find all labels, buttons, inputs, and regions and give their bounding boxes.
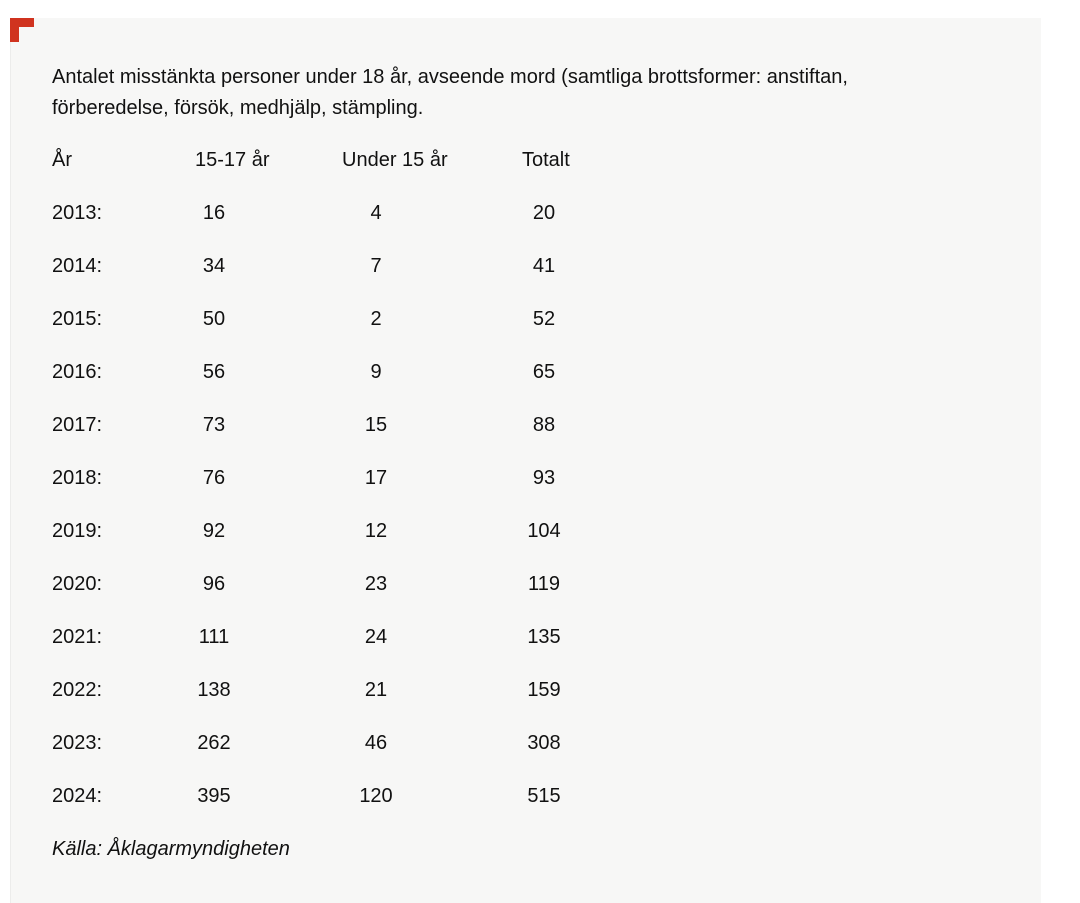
header-total: Totalt — [522, 149, 570, 171]
cell-total: 515 — [527, 785, 561, 807]
table-row — [52, 783, 752, 809]
cell-total: 308 — [527, 732, 561, 754]
cell-year: 2018: — [52, 467, 103, 489]
cell-year: 2013: — [52, 202, 103, 224]
cell-year: 2015: — [52, 308, 103, 330]
cell-age-15-17: 138 — [197, 679, 231, 701]
table-row — [52, 465, 752, 491]
cell-age-15-17: 395 — [197, 785, 231, 807]
cell-age-15-17: 50 — [202, 308, 226, 330]
table-row — [52, 624, 752, 650]
corner-accent-icon — [10, 18, 34, 42]
table-header-row — [52, 147, 752, 173]
cell-under-15: 12 — [364, 520, 388, 542]
cell-year: 2016: — [52, 361, 103, 383]
cell-age-15-17: 73 — [202, 414, 226, 436]
table-row — [52, 730, 752, 756]
cell-year: 2024: — [52, 785, 103, 807]
cell-total: 93 — [532, 467, 556, 489]
cell-age-15-17: 56 — [202, 361, 226, 383]
cell-age-15-17: 96 — [202, 573, 226, 595]
cell-age-15-17: 92 — [202, 520, 226, 542]
table-row — [52, 571, 752, 597]
cell-age-15-17: 76 — [202, 467, 226, 489]
cell-year: 2023: — [52, 732, 103, 754]
cell-under-15: 2 — [370, 308, 382, 330]
header-under-15: Under 15 år — [342, 149, 448, 171]
cell-under-15: 24 — [364, 626, 388, 648]
cell-under-15: 120 — [359, 785, 393, 807]
header-age-15-17: 15-17 år — [195, 149, 270, 171]
cell-year: 2019: — [52, 520, 103, 542]
header-year: År — [52, 149, 72, 171]
cell-total: 20 — [532, 202, 556, 224]
cell-total: 119 — [528, 573, 560, 595]
cell-age-15-17: 262 — [197, 732, 231, 754]
table-row — [52, 200, 752, 226]
cell-under-15: 4 — [370, 202, 382, 224]
cell-under-15: 9 — [370, 361, 382, 383]
table-row — [52, 518, 752, 544]
cell-total: 104 — [527, 520, 561, 542]
table-row — [52, 359, 752, 385]
cell-under-15: 46 — [364, 732, 388, 754]
cell-under-15: 23 — [364, 573, 388, 595]
cell-age-15-17: 34 — [202, 255, 226, 277]
cell-total: 159 — [527, 679, 561, 701]
cell-age-15-17: 111 — [198, 626, 230, 648]
table-row — [52, 677, 752, 703]
table-row — [52, 306, 752, 332]
cell-year: 2014: — [52, 255, 103, 277]
cell-under-15: 21 — [364, 679, 388, 701]
cell-total: 135 — [527, 626, 561, 648]
table-row — [52, 412, 752, 438]
cell-year: 2017: — [52, 414, 103, 436]
source-credit: Källa: Åklagarmyndigheten — [52, 838, 290, 860]
cell-year: 2021: — [52, 626, 103, 648]
cell-total: 52 — [532, 308, 556, 330]
cell-total: 88 — [532, 414, 556, 436]
corner-accent-shape — [10, 18, 34, 42]
cell-under-15: 15 — [364, 414, 388, 436]
cell-total: 41 — [532, 255, 556, 277]
cell-under-15: 17 — [364, 467, 388, 489]
cell-year: 2022: — [52, 679, 103, 701]
cell-under-15: 7 — [370, 255, 382, 277]
cell-total: 65 — [532, 361, 556, 383]
cell-age-15-17: 16 — [202, 202, 226, 224]
cell-year: 2020: — [52, 573, 103, 595]
table-row — [52, 253, 752, 279]
fact-box-intro: Antalet misstänkta personer under 18 år, avseende mord (samtliga brottsformer: anstiftan, förberedelse, försök, medhjälp, stämpling. — [52, 66, 848, 119]
